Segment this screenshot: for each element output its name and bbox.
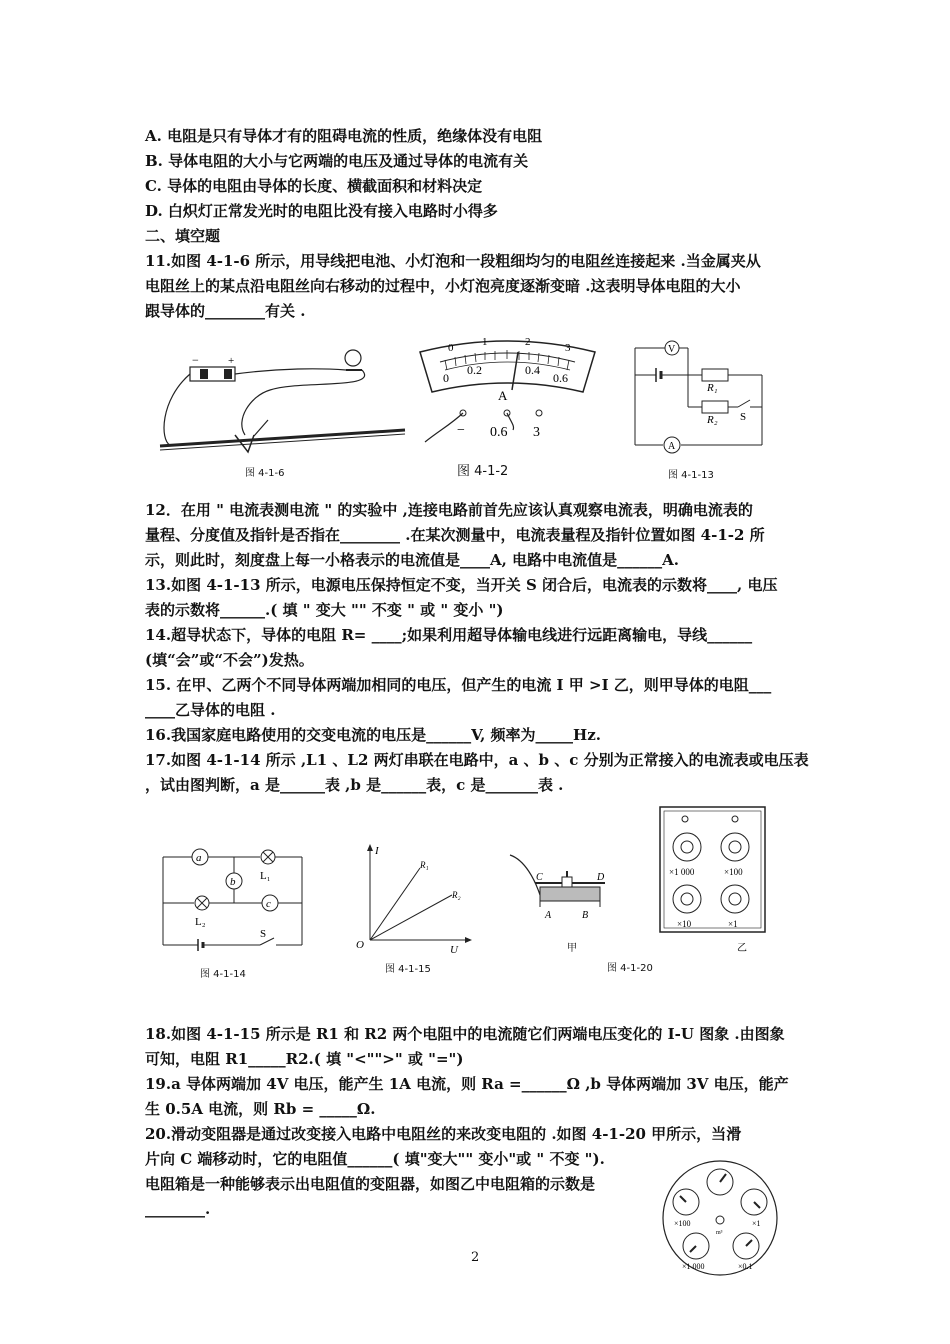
q13-line1: 13.如图 4-1-13 所示，电源电压保持恒定不变，当开关 S 闭合后，电流表的示数将____, 电压: [145, 576, 778, 594]
ammeter-dial: [415, 330, 600, 455]
battery-bulb-wire-diagram: [150, 340, 410, 480]
q15-line2: ____乙导体的电阻 .: [145, 701, 276, 719]
q13-line2: 表的示数将______.( 填 " 变大 "" 不变 " 或 " 变小 "): [145, 601, 504, 619]
ammeter-top-1: 1: [482, 336, 488, 348]
circuit-4-1-14: [160, 845, 310, 955]
lamp-l2-label: L₂: [195, 916, 206, 928]
box-x1: ×1: [728, 919, 738, 929]
box-x1000: ×1 000: [669, 867, 695, 877]
voltmeter-label: V: [668, 344, 676, 355]
svg-text:−: −: [192, 353, 199, 367]
section-heading: 二、填空题: [145, 227, 221, 245]
meter-a-label: a: [196, 852, 202, 864]
option-d: D. 白炽灯正常发光时的电阻比没有接入电路时小得多: [145, 202, 498, 220]
option-a: A. 电阻是只有导体才有的阻碍电流的性质，绝缘体没有电阻: [145, 127, 543, 145]
r1-label: R₁: [707, 382, 718, 394]
lamp-l1-label: L₁: [260, 870, 271, 882]
q11-line3: 跟导体的________有关 .: [145, 302, 306, 320]
q12-line1: 12．在用 " 电流表测电流 " 的实验中 ,连接电路前首先应该认真观察电流表，明确电流表的: [145, 501, 753, 519]
terminal-d: D: [597, 872, 605, 883]
figure-4-1-14: [160, 845, 310, 985]
q19-line1: 19.a 导体两端加 4V 电压，能产生 1A 电流，则 Ra =______Ω ,b 导体两端加 3V 电压，能产: [145, 1075, 789, 1093]
box-x100: ×100: [724, 867, 743, 877]
figure-caption: 图 4-1-13: [668, 470, 714, 481]
meter-dial: [660, 1158, 780, 1278]
q20-line1: 20.滑动变阻器是通过改变接入电路中电阻丝的来改变电阻的 .如图 4-1-20 甲所示，当滑: [145, 1125, 742, 1143]
q11-line1: 11.如图 4-1-6 所示，用导线把电池、小灯泡和一段粗细均匀的电阻丝连接起来 .当金属夹从: [145, 252, 761, 270]
q17-line1: 17.如图 4-1-14 所示 ,L1 、L2 两灯串联在电路中，a 、b 、c 分别为正常接入的电流表或电压表: [145, 751, 809, 769]
ammeter-top-3: 3: [565, 342, 571, 354]
q11-line2: 电阻丝上的某点沿电阻丝向右移动的过程中，小灯泡亮度逐渐变暗 .这表明导体电阻的大小: [145, 277, 741, 295]
terminal-c: C: [536, 872, 543, 883]
figure-4-1-15: [350, 840, 480, 980]
y-axis-label: I: [375, 845, 379, 857]
option-c: C. 导体的电阻由导体的长度、横截面积和材料决定: [145, 177, 483, 195]
circuit-4-1-13: [630, 340, 770, 462]
page-number: 2: [471, 1250, 480, 1265]
ammeter-bottom-0: 0: [443, 371, 449, 385]
meter-dial-figure: [660, 1158, 780, 1278]
q20-line3: 电阻箱是一种能够表示出电阻值的变阻器，如图乙中电阻箱的示数是: [145, 1175, 596, 1193]
terminal-b: B: [582, 910, 589, 921]
terminal-3: 3: [533, 425, 540, 440]
meter-b-label: b: [230, 876, 236, 888]
meter-x1000: ×1 000: [682, 1262, 705, 1271]
q12-line3: 示，则此时，刻度盘上每一小格表示的电流值是____A, 电路中电流值是______A.: [145, 551, 679, 569]
meter-c-label: c: [266, 898, 271, 910]
figure-caption: 图 4-1-6: [245, 468, 285, 479]
q19-line2: 生 0.5A 电流，则 Rb = _____Ω.: [145, 1100, 376, 1118]
figure-caption: 图 4-1-2: [457, 464, 509, 479]
figure-caption: 图 4-1-20: [607, 963, 653, 974]
iu-graph: [350, 840, 480, 958]
ammeter-top-0: 0: [448, 342, 454, 354]
q17-line2: ，试由图判断，a 是______表 ,b 是______表，c 是_______表 .: [145, 776, 564, 794]
figure-4-1-20: [505, 805, 770, 980]
terminal-neg: −: [457, 423, 465, 438]
q15-line1: 15. 在甲、乙两个不同导体两端加相同的电压，但产生的电流 I 甲 >I 乙，则甲导体的电阻___: [145, 676, 772, 694]
ammeter-bottom-1: 0.2: [467, 363, 482, 377]
ammeter-label: A: [668, 441, 676, 452]
meter-x100: ×100: [674, 1219, 691, 1228]
terminal-06: 0.6: [490, 425, 508, 440]
q14-line1: 14.超导状态下，导体的电阻 R= ____;如果利用超导体输电线进行远距离输电，导线______: [145, 626, 753, 644]
q20-line4: ________.: [145, 1200, 211, 1218]
figure-caption: 图 4-1-14: [200, 969, 246, 980]
box-x10: ×10: [677, 919, 692, 929]
ammeter-bottom-2: 0.4: [525, 363, 540, 377]
label-yi: 乙: [737, 943, 747, 954]
ammeter-unit: A: [498, 388, 508, 403]
ammeter-bottom-3: 0.6: [553, 371, 568, 385]
r2-label: R₂: [707, 414, 718, 426]
ammeter-top-2: 2: [525, 336, 531, 348]
q18-line2: 可知，电阻 R1_____R2.( 填 "<"">" 或 "="): [145, 1050, 464, 1068]
meter-x01: ×0.1: [738, 1262, 753, 1271]
q16: 16.我国家庭电路使用的交变电流的电压是______V, 频率为_____Hz.: [145, 726, 601, 744]
switch-label: S: [740, 411, 747, 423]
meter-unit: m³: [716, 1230, 723, 1236]
x-axis-label: U: [450, 944, 458, 956]
figure-caption: 图 4-1-15: [385, 964, 431, 975]
meter-x1: ×1: [752, 1219, 761, 1228]
q18-line1: 18.如图 4-1-15 所示是 R1 和 R2 两个电阻中的电流随它们两端电压变化的 I-U 图象 .由图象: [145, 1025, 785, 1043]
rheostat-and-box: [505, 805, 770, 955]
q12-line2: 量程、分度值及指针是否指在________ .在某次测量中，电流表量程及指针位置如图 4-1-2 所: [145, 526, 765, 544]
figure-4-1-13: [630, 340, 770, 480]
option-b: B. 导体电阻的大小与它两端的电压及通过导体的电流有关: [145, 152, 529, 170]
r2-line-label: R₂: [452, 890, 461, 900]
r1-line-label: R₁: [420, 860, 429, 870]
switch-s-label: S: [260, 928, 267, 940]
q14-line2: (填“会”或“不会”)发热。: [145, 651, 314, 669]
figure-4-1-6: [150, 340, 410, 480]
origin-label: O: [356, 939, 364, 951]
q20-line2: 片向 C 端移动时，它的电阻值______( 填"变大"" 变小"或 " 不变 ").: [145, 1150, 605, 1168]
label-jia: 甲: [567, 943, 577, 954]
terminal-a: A: [545, 910, 552, 921]
figure-4-1-2: [415, 330, 600, 480]
svg-text:+: +: [228, 355, 235, 367]
